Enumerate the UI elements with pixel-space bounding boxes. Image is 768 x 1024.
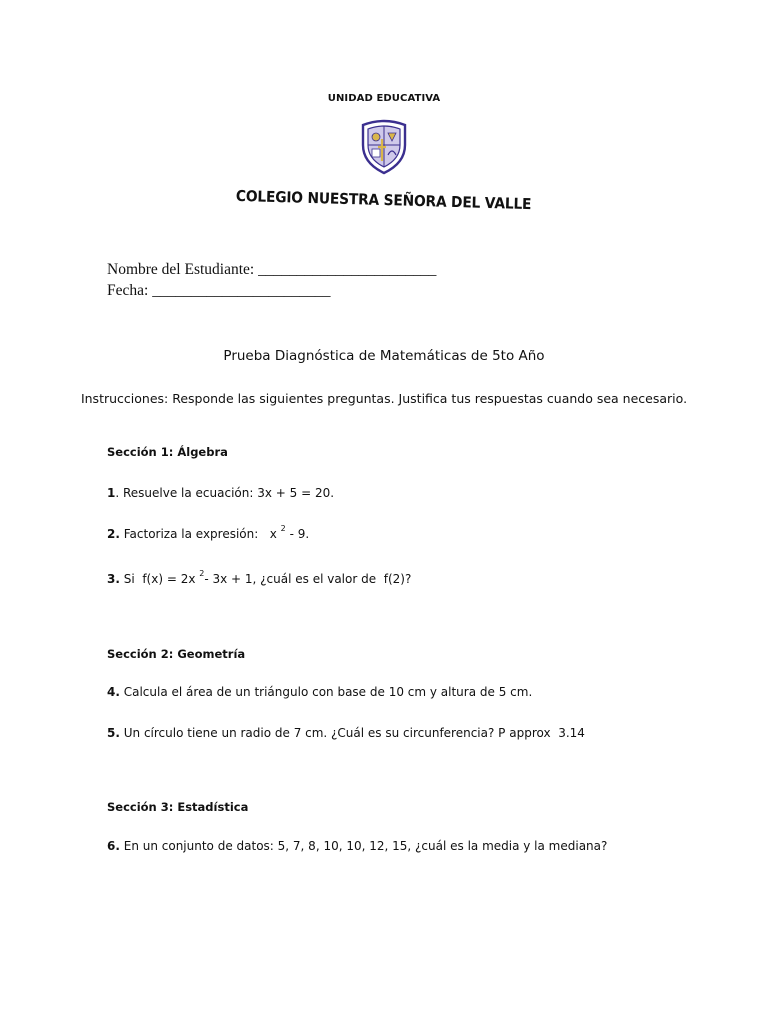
question-6	[107, 839, 607, 853]
section-heading-geometry: Sección 2: Geometría	[107, 647, 246, 661]
school-name-text: COLEGIO NUESTRA SEÑORA DEL VALLE	[236, 186, 532, 214]
question-text: . Resuelve la ecuación: 3x + 5 = 20.	[115, 486, 335, 500]
section-heading-statistics: Sección 3: Estadística	[107, 800, 249, 814]
question-number: 5.	[107, 726, 120, 740]
question-text: En un conjunto de datos: 5, 7, 8, 10, 10, 12, 15, ¿cuál es la media y la mediana?	[119, 839, 608, 853]
question-number: 2.	[107, 527, 120, 541]
question-text: Factoriza la expresión: x	[119, 527, 281, 541]
question-1	[107, 486, 334, 500]
school-crest-icon	[359, 119, 409, 175]
question-text: Calcula el área de un triángulo con base de 10 cm y altura de 5 cm.	[119, 685, 533, 699]
school-name	[0, 186, 768, 214]
instructions: Instrucciones: Responde las siguientes preguntas. Justifica tus respuestas cuando sea necesario.	[80, 391, 688, 406]
question-text: Si f(x) = 2x	[119, 572, 200, 586]
question-4	[107, 685, 532, 699]
student-name-field: Nombre del Estudiante: _______________________	[107, 261, 437, 278]
question-text: Un círculo tiene un radio de 7 cm. ¿Cuál es su circunferencia? P approx 3.14	[119, 726, 585, 740]
question-5	[107, 726, 585, 740]
exponent: 2	[280, 524, 286, 533]
school-label: UNIDAD EDUCATIVA	[327, 93, 441, 104]
question-text-end: - 9.	[285, 527, 310, 541]
question-number: 4.	[107, 685, 120, 699]
question-number: 1	[107, 486, 116, 500]
question-number: 6.	[107, 839, 120, 853]
section-heading-algebra: Sección 1: Álgebra	[107, 445, 228, 459]
question-number: 3.	[107, 572, 120, 586]
page-title: Prueba Diagnóstica de Matemáticas de 5to Año	[223, 348, 545, 364]
exponent: 2	[199, 569, 205, 578]
date-field: Fecha: _______________________	[107, 282, 331, 299]
question-text-end: - 3x + 1, ¿cuál es el valor de f(2)?	[204, 572, 412, 586]
question-2	[107, 524, 310, 541]
question-3	[107, 569, 412, 586]
